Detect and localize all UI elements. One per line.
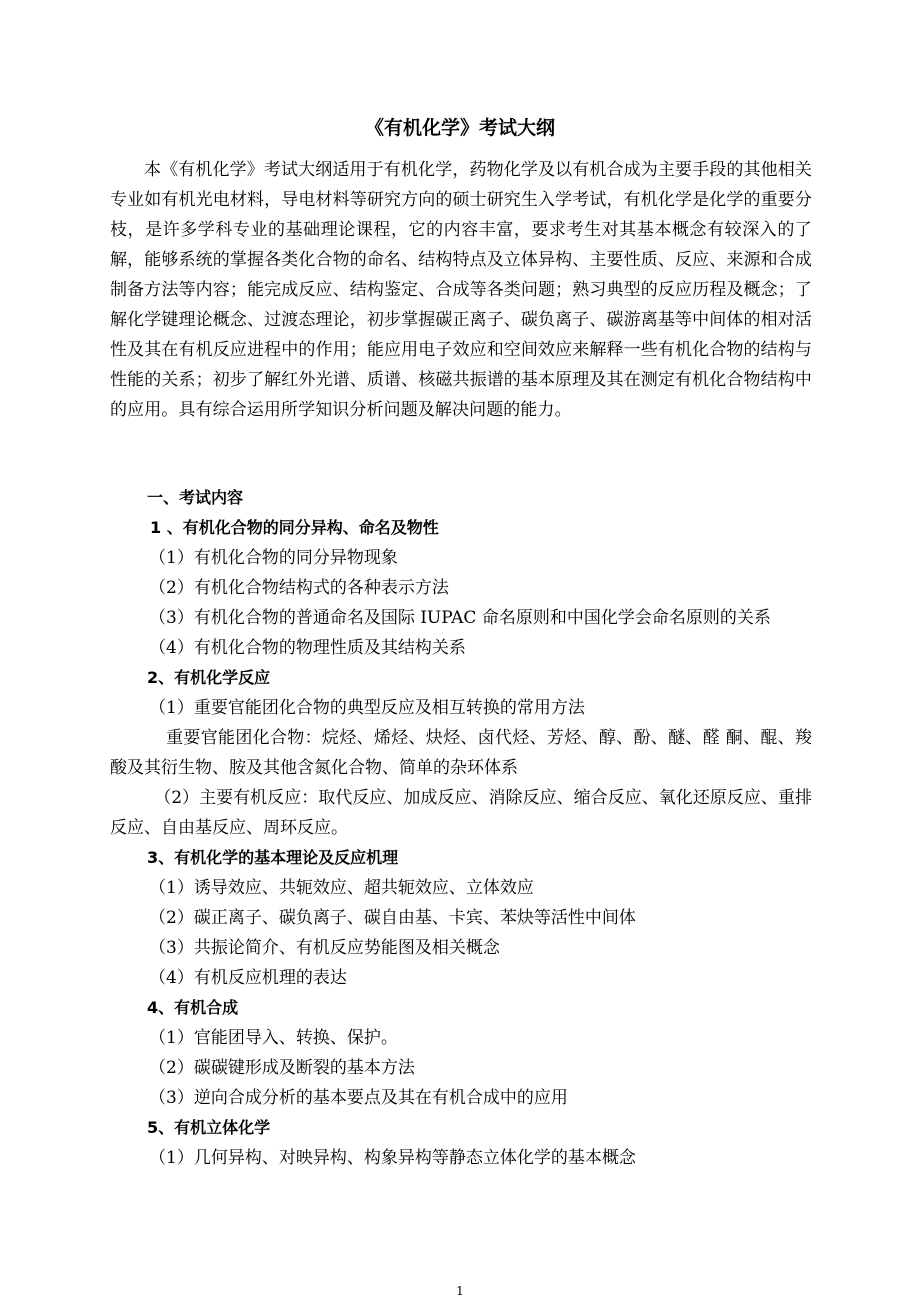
subsection-heading-2: 2、有机化学反应 [147,668,271,687]
subsection-heading-1: 1 、有机化合物的同分异构、命名及物性 [150,518,439,537]
section-heading-exam-content: 一、考试内容 [147,488,244,507]
list-item: （4）有机化合物的物理性质及其结构关系 [149,638,466,658]
list-item: （4）有机反应机理的表达 [149,968,347,988]
subsection-heading-3: 3、有机化学的基本理论及反应机理 [147,848,399,867]
list-item: （2）碳碳键形成及断裂的基本方法 [149,1058,415,1078]
list-item: （3）有机化合物的普通命名及国际 IUPAC 命名原则和中国化学会命名原则的关系 [149,608,771,628]
list-item: （1）几何异构、对映异构、构象异构等静态立体化学的基本概念 [149,1148,636,1168]
page-number: 1 [456,1284,464,1298]
list-item: （3）逆向合成分析的基本要点及其在有机合成中的应用 [149,1088,568,1108]
list-item: （1）诱导效应、共轭效应、超共轭效应、立体效应 [149,878,534,898]
list-item: （1）有机化合物的同分异物现象 [149,548,398,568]
intro-paragraph: 本《有机化学》考试大纲适用于有机化学，药物化学及以有机合成为主要手段的其他相关专业如有机光电材料，导电材料等研究方向的硕士研究生入学考试，有机化学是化学的重要分枝，是许多学科专业的基础理论课程，它的内容丰富，要求考生对其基本概念有较深入的了解，能够系统的掌握各类化合物的命名、结构特点及立体异构、主要性质、反应、来源和合成制备方法等内容；能完成反应、结构鉴定、合成等各类问题；熟习典型的反应历程及概念；了解化学键理论概念、过渡态理论，初步掌握碳正离子、碳负离子、碳游离基等中间体的相对活性及其在有机反应进程中的作用；能应用电子效应和空间效应来解释一些有机化合物的结构与性能的关系；初步了解红外光谱、质谱、核磁共振谱的基本原理及其在测定有机化合物结构中的应用。具有综合运用所学知识分析问题及解决问题的能力。 [110,160,812,420]
list-item: （3）共振论简介、有机反应势能图及相关概念 [149,938,500,958]
compounds-paragraph: 重要官能团化合物：烷烃、烯烃、炔烃、卤代烃、芳烃、醇、酚、醚、醛 酮、醌、羧酸及其衍生物、胺及其他含氮化合物、简单的杂环体系 [110,728,812,778]
reactions-paragraph: （2）主要有机反应：取代反应、加成反应、消除反应、缩合反应、氧化还原反应、重排反应、自由基反应、周环反应。 [110,788,812,838]
list-item: （1）重要官能团化合物的典型反应及相互转换的常用方法 [149,698,585,718]
list-item: （2）碳正离子、碳负离子、碳自由基、卡宾、苯炔等活性中间体 [149,908,636,928]
list-item: （1）官能团导入、转换、保护。 [149,1028,398,1048]
subsection-heading-4: 4、有机合成 [147,998,239,1017]
list-item: （2）有机化合物结构式的各种表示方法 [149,578,449,598]
document-title: 《有机化学》考试大纲 [364,117,555,139]
subsection-heading-5: 5、有机立体化学 [147,1118,271,1137]
